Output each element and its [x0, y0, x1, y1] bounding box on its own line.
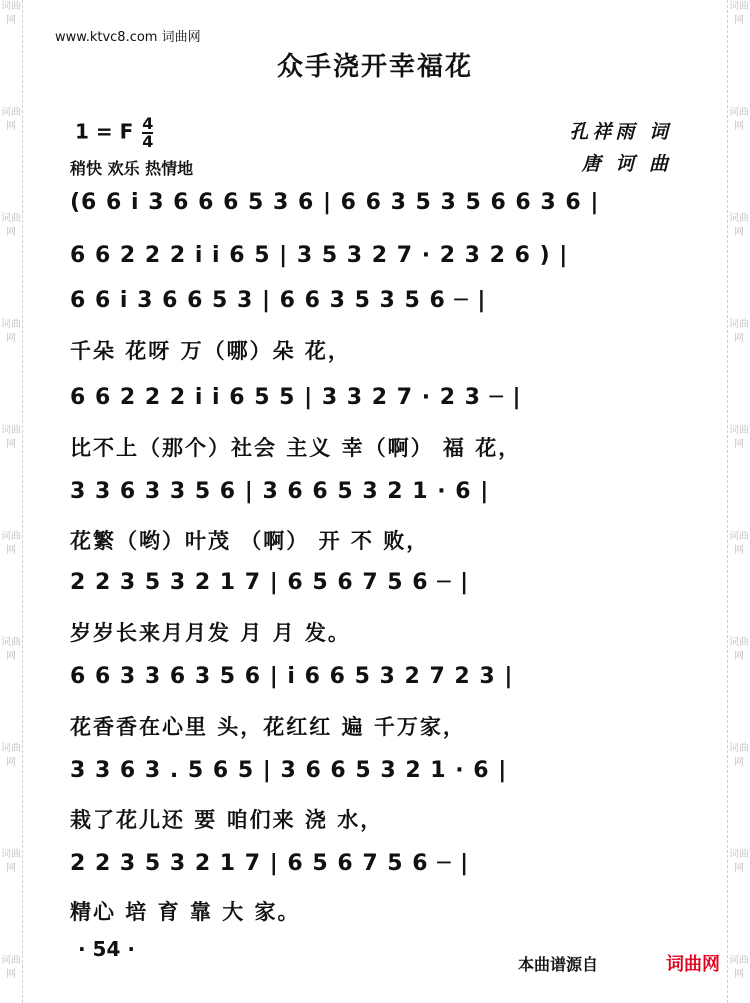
lyric-line: 花香香在心里 头，花红红 遍 千万家，	[70, 715, 466, 739]
key-signature	[75, 116, 153, 150]
notation-line: 3 3 6 3 3 5 6 | 3 6 6 5 3 2 1 · 6 |	[70, 479, 490, 504]
right-watermark-strip	[727, 0, 750, 1003]
watermark-text: 词曲网	[729, 1, 749, 26]
watermark-text: 词曲网	[1, 743, 21, 768]
watermark-text: 词曲网	[729, 425, 749, 450]
watermark-text: 词曲网	[1, 319, 21, 344]
watermark-text: 词曲网	[1, 425, 21, 450]
lyricist-credit: 孔祥雨 词	[569, 121, 672, 143]
time-signature-bottom: 4	[142, 132, 154, 151]
watermark-text: 词曲网	[729, 107, 749, 132]
watermark-text: 词曲网	[1, 1, 21, 26]
watermark-text: 词曲网	[729, 637, 749, 662]
notation-line: 6 6 2 2 2 i i 6 5 5 | 3 3 2 7 · 2 3 ─ |	[70, 385, 522, 410]
watermark-text: 词曲网	[1, 107, 21, 132]
notation-line: 2 2 3 5 3 2 1 7 | 6 5 6 7 5 6 ─ |	[70, 570, 470, 595]
time-signature-top: 4	[142, 114, 154, 133]
lyric-line: 栽了花儿还 要 咱们来 浇 水，	[70, 808, 384, 832]
song-title: 众手浇开幸福花	[276, 52, 473, 82]
notation-line: 6 6 2 2 2 i i 6 5 | 3 5 3 2 7 · 2 3 2 6 ) |	[70, 243, 569, 268]
watermark-text: 词曲网	[729, 319, 749, 344]
watermark-text: 词曲网	[1, 213, 21, 238]
watermark-text: 词曲网	[729, 531, 749, 556]
page-number: · 54 ·	[78, 937, 135, 961]
watermark-text: 词曲网	[729, 743, 749, 768]
watermark-text: 词曲网	[729, 213, 749, 238]
source-label: 本曲谱源自	[518, 955, 599, 974]
site-url[interactable]: www.ktvc8.com 词曲网	[55, 30, 201, 45]
left-watermark-strip	[0, 0, 23, 1003]
composer-credit: 唐 诃 曲	[581, 153, 672, 175]
brand-logo-text[interactable]: 词曲网	[666, 954, 720, 975]
notation-line: 6 6 i 3 6 6 5 3 | 6 6 3 5 3 5 6 ─ |	[70, 288, 487, 313]
watermark-text: 词曲网	[1, 849, 21, 874]
watermark-text: 词曲网	[1, 531, 21, 556]
key-label: 1 = F	[75, 119, 134, 144]
watermark-text: 词曲网	[1, 637, 21, 662]
watermark-text: 词曲网	[729, 849, 749, 874]
notation-line: 2 2 3 5 3 2 1 7 | 6 5 6 7 5 6 ─ |	[70, 851, 470, 876]
credits	[569, 116, 672, 180]
notation-line: (6 6 i 3 6 6 6 5 3 6 | 6 6 3 5 3 5 6 6 3 6 |	[70, 190, 600, 215]
notation-line: 3 3 6 3 . 5 6 5 | 3 6 6 5 3 2 1 · 6 |	[70, 758, 508, 783]
lyric-line: 花繁（哟）叶茂 （啊） 开 不 败，	[70, 529, 430, 553]
time-signature	[142, 116, 153, 150]
notation-line: 6 6 3 3 6 3 5 6 | i 6 6 5 3 2 7 2 3 |	[70, 664, 514, 689]
lyric-line: 千朵 花呀 万（哪）朵 花，	[70, 339, 351, 363]
watermark-text: 词曲网	[1, 955, 21, 980]
lyric-line: 精心 培 育 靠 大 家。	[70, 900, 301, 924]
watermark-text: 词曲网	[729, 955, 749, 980]
lyric-line: 比不上（那个）社会 主义 幸（啊） 福 花，	[70, 436, 522, 460]
tempo-marking: 稍快 欢乐 热情地	[70, 159, 194, 178]
lyric-line: 岁岁长来月月发 月 月 发。	[70, 621, 351, 645]
